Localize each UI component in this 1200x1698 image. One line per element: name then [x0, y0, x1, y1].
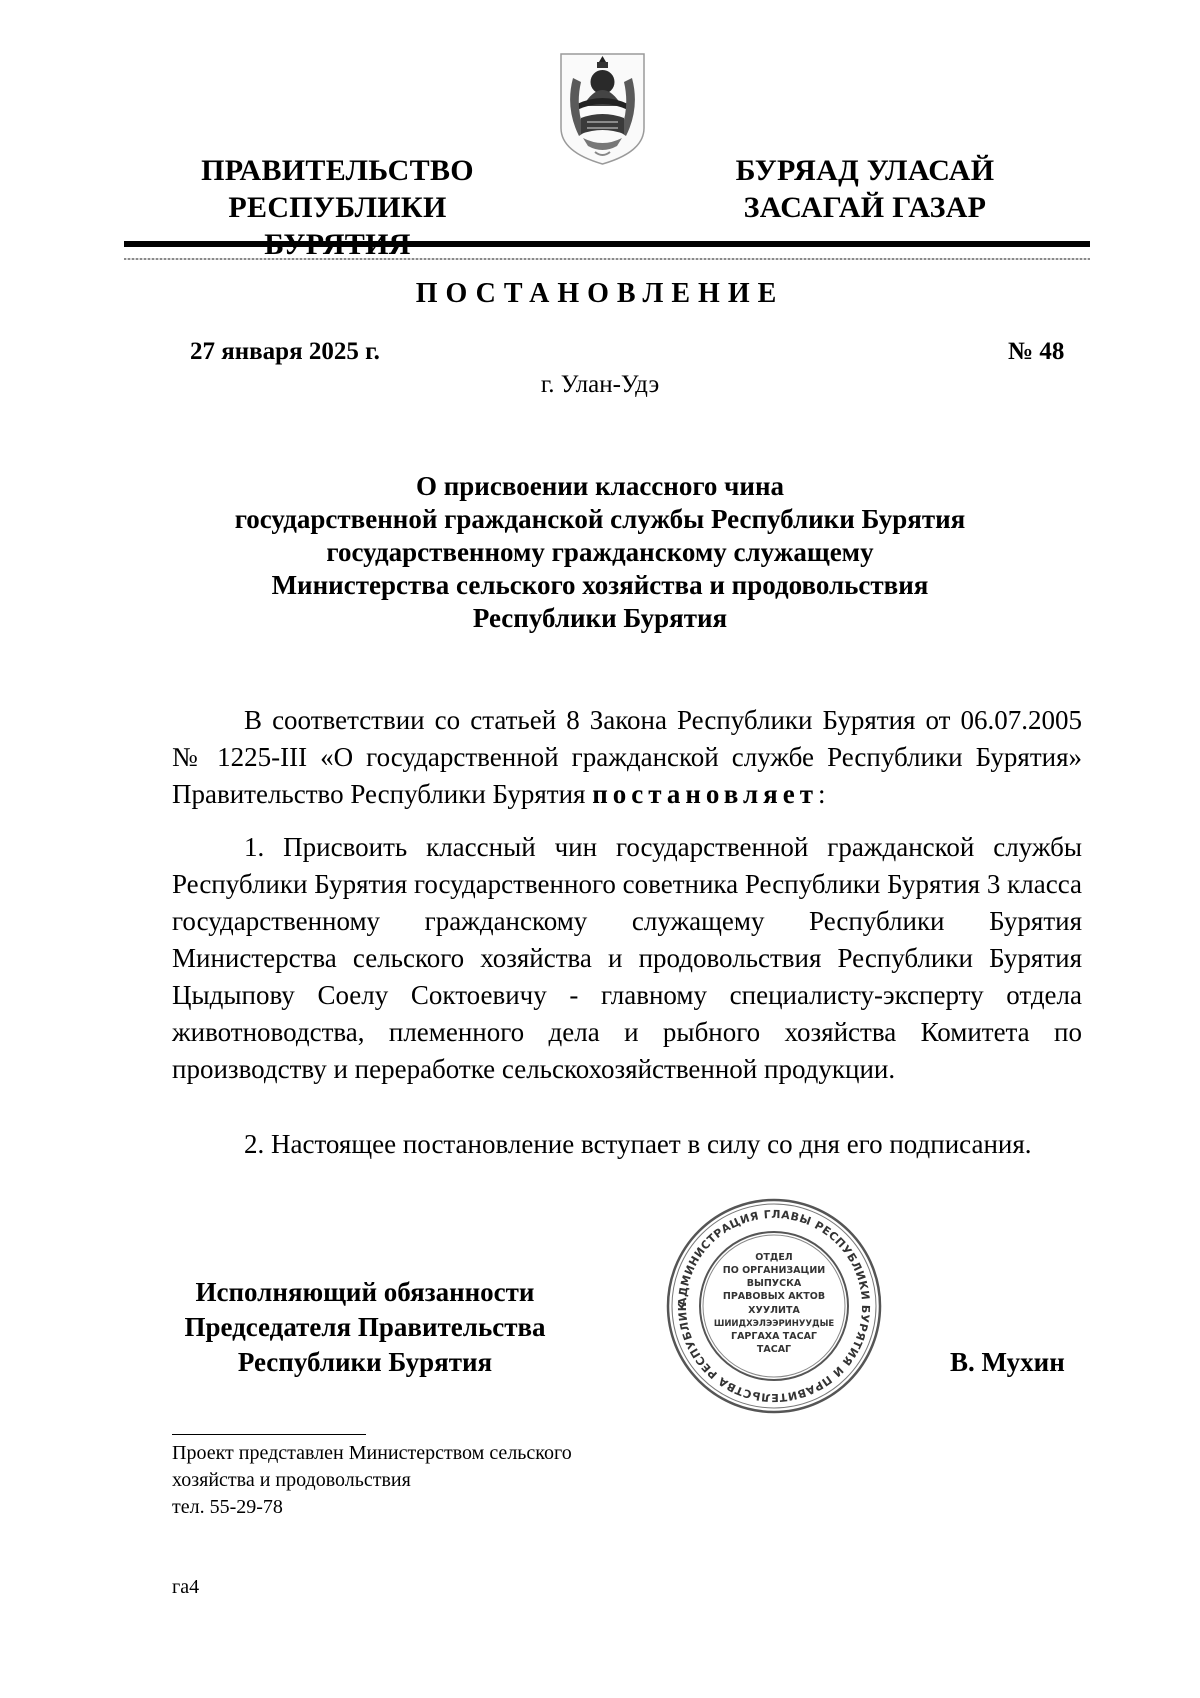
preamble-text: В соответствии со статьей 8 Закона Республики Бурятия от 06.07.2005 № 1225-III «О государственной гражданской службе Республики Бурятия» Правительство Республики Бурятия: [172, 705, 1082, 809]
decree-item-2-text: 2. Настоящее постановление вступает в силу со дня его подписания.: [244, 1129, 1032, 1159]
document-number: № 48: [1008, 338, 1065, 365]
signatory-title-line1: Исполняющий обязанности: [195, 1277, 535, 1307]
footnote-separator: [172, 1434, 366, 1435]
decree-item-2: [172, 1126, 1082, 1163]
document-subject: [150, 470, 1050, 635]
preamble-ending: :: [817, 779, 826, 809]
stamp-line-4: ПРАВОВЫХ АКТОВ: [722, 1291, 826, 1302]
signatory-name: В. Мухин: [950, 1347, 1065, 1377]
header-right-line2: ЗАСАГАЙ ГАЗАР: [743, 191, 987, 224]
stamp-line-1: ОТДЕЛ: [755, 1252, 793, 1263]
coat-of-arms-icon: [555, 48, 650, 168]
header-right-line1: БУРЯАД УЛАСАЙ: [735, 154, 995, 187]
official-stamp: [664, 1196, 884, 1416]
header-right: [715, 152, 1015, 226]
header-left-line1: ПРАВИТЕЛЬСТВО: [201, 154, 474, 187]
footer-note: [172, 1440, 772, 1521]
stamp-line-7: ГАРГАХА ТАСАГ: [731, 1331, 817, 1342]
footer-code: га4: [172, 1576, 200, 1598]
document-title: ПОСТАНОВЛЕНИЕ: [415, 278, 785, 309]
decree-word: постановляет: [592, 779, 818, 809]
signatory-title-line3: Республики Бурятия: [237, 1347, 493, 1377]
stamp-line-6: ШИИДХЭЛЭЭРИНУУДЫЕ: [713, 1319, 835, 1329]
footer-line-1: Проект представлен Министерством сельского: [172, 1442, 572, 1464]
header-divider-thick: [124, 241, 1090, 247]
stamp-line-5: ХУУЛИТА: [748, 1305, 800, 1316]
decree-item-1: [172, 829, 1082, 1088]
subject-line-2: государственной гражданской службы Республики Бурятия: [234, 504, 966, 534]
stamp-ring-text: АДМИНИСТРАЦИЯ ГЛАВЫ РЕСПУБЛИКИ БУРЯТИЯ И ПРАВИТЕЛЬСТВА РЕСПУБЛИК: [675, 1207, 873, 1405]
footer-line-3: тел. 55-29-78: [172, 1496, 283, 1518]
document-city: г. Улан-Удэ: [540, 371, 660, 398]
subject-line-3: государственному гражданскому служащему: [326, 537, 874, 567]
stamp-line-3: ВЫПУСКА: [746, 1278, 802, 1289]
document-date: 27 января 2025 г.: [190, 338, 380, 365]
preamble-paragraph: [172, 702, 1082, 813]
header-left-line2: РЕСПУБЛИКИ: [228, 191, 447, 224]
footer-line-2: хозяйства и продовольствия: [172, 1469, 411, 1491]
header-divider-thin: [124, 258, 1090, 260]
stamp-line-8: ТАСАГ: [756, 1344, 792, 1355]
subject-line-1: О присвоении классного чина: [415, 471, 785, 501]
decree-item-1-text: 1. Присвоить классный чин государственной гражданской службы Республики Бурятия государственного советника Республики Бурятия 3 класса государственному гражданскому служащему Республики Бурятия Министерства сельского хозяйства и продовольствия Республики Бурятия Цыдыпову Соелу Соктоевичу - главному специалисту-эксперту отдела животноводства, племенного дела и рыбного хозяйства Комитета по производству и переработке сельскохозяйственной продукции.: [172, 832, 1082, 1084]
subject-line-5: Республики Бурятия: [472, 603, 728, 633]
subject-line-4: Министерства сельского хозяйства и продовольствия: [271, 570, 929, 600]
stamp-line-2: ПО ОРГАНИЗАЦИИ: [722, 1265, 826, 1276]
signatory-title: [160, 1275, 570, 1380]
signatory-title-line2: Председателя Правительства: [184, 1312, 546, 1342]
